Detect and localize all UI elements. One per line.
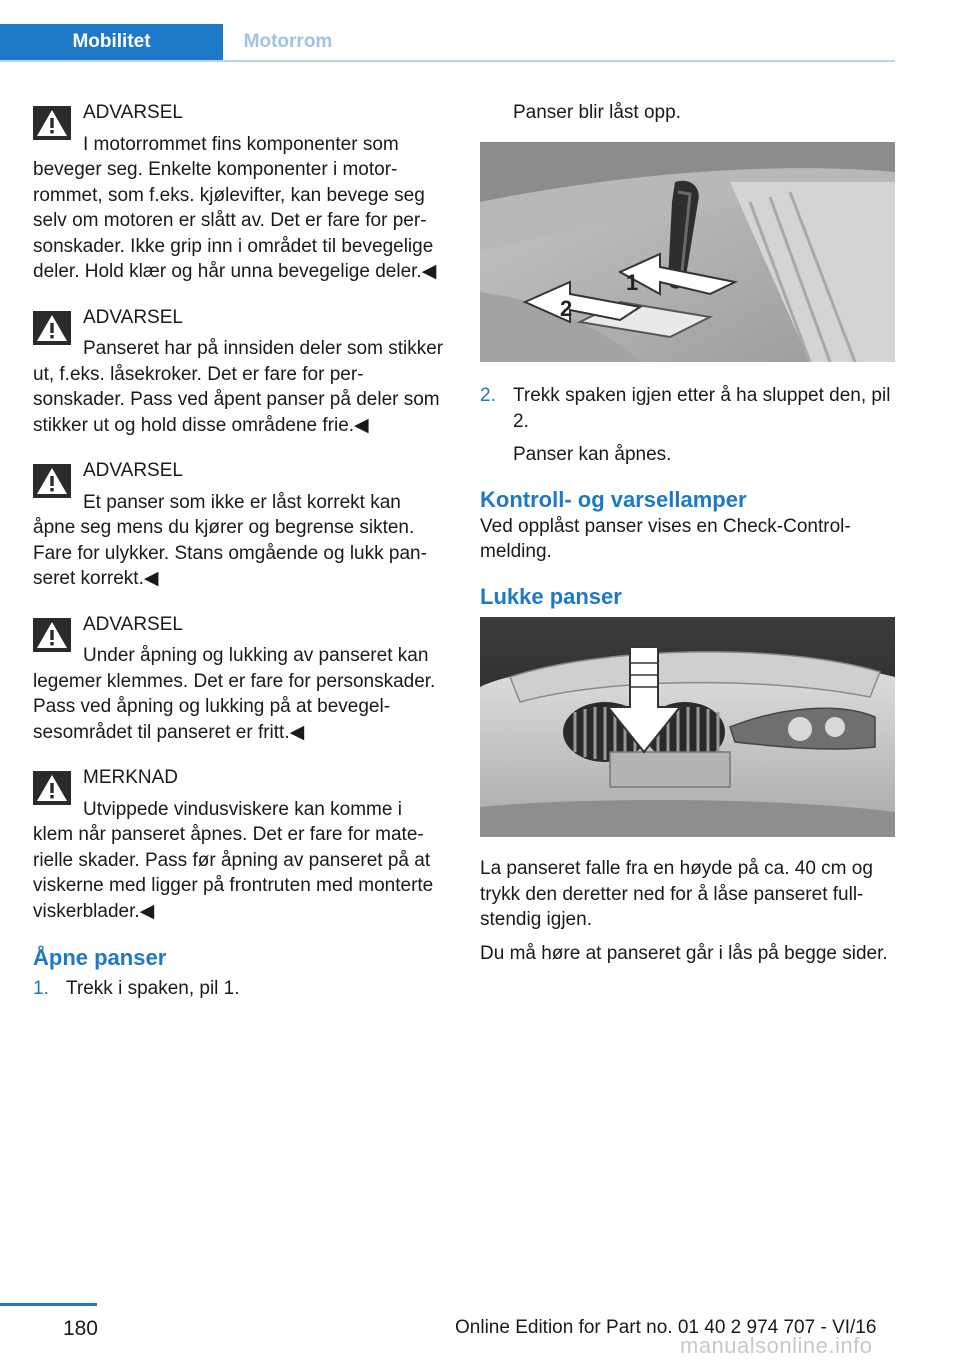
notice-text: Utvippede vindusviskere kan komme i klem når panseret åpnes. Det er fare for materielle skader. Pass før åpning av panseret på at viskerne med ligger på frontruten med monterte viskerblader.◀ (33, 798, 434, 922)
close-hood-text-1: La panseret falle fra en høyde på ca. 40 cm og trykk den deretter ned for å låse panseret fullstendig igjen. (480, 858, 873, 930)
watermark: manualsonline.info (680, 1333, 873, 1358)
warning-triangle-icon (33, 771, 71, 805)
footer-accent-line (0, 1303, 97, 1306)
step-2-result: Panser kan åpnes. (513, 444, 672, 465)
indicator-lamps-text: Ved opplåst panser vises en Check-Control-melding. (480, 515, 851, 562)
warnings-list (33, 100, 445, 924)
warning-text: Under åpning og lukking av panseret kan legemer klemmes. Det er fare for personskader. Pass ved åpning og lukking på at bevegelsesområdet til panseret er fritt.◀ (33, 645, 436, 743)
step-text: Trekk spaken igjen etter å ha sluppet den, pil 2. (513, 385, 891, 432)
notice-title: MERKNAD (83, 767, 179, 788)
warning-block (33, 305, 445, 439)
warning-triangle-icon (33, 311, 71, 345)
page-number: 180 (62, 1317, 98, 1340)
arrow-label-2: 2 (560, 295, 573, 321)
warning-text: Et panser som ikke er låst korrekt kan åpne seg mens du kjører og begrense sikten. Fare for ulykker. Stans omgående og lukk panseret korrekt.◀ (33, 491, 427, 589)
step-1-result: Panser blir låst opp. (513, 102, 681, 123)
step-text: Trekk i spaken, pil 1. (66, 978, 240, 999)
right-column (480, 100, 895, 966)
arrow-label-1: 1 (626, 269, 639, 295)
section-title-indicator-lamps: Kontroll- og varsellamper (480, 486, 747, 512)
warning-title: ADVARSEL (83, 613, 183, 635)
step-number: 1. (33, 978, 49, 999)
step-2 (480, 383, 895, 434)
warning-block (33, 458, 445, 592)
warning-triangle-icon (33, 106, 71, 140)
warning-block (33, 612, 445, 746)
notice-block (33, 765, 445, 924)
tab-motorrom[interactable]: Motorrom (243, 31, 333, 52)
tab-mobilitet[interactable]: Mobilitet (0, 24, 223, 60)
header-divider (0, 60, 895, 62)
close-hood-text-2: Du må høre at panseret går i lås på begge sider. (480, 942, 888, 964)
warning-title: ADVARSEL (83, 306, 183, 328)
header-tabs (0, 24, 895, 62)
section-title-open-hood: Åpne panser (33, 945, 167, 970)
warning-title: ADVARSEL (83, 102, 183, 123)
warning-triangle-icon (33, 618, 71, 652)
section-title-close-hood: Lukke panser (480, 583, 622, 609)
warning-text: Panseret har på innsiden deler som stikker ut, f.eks. låsekroker. Det er fare for personskader. Pass ved åpent panser på deler som stikker ut og hold disse områdene frie.◀ (33, 338, 444, 436)
close-hood-car-illustration (480, 617, 895, 837)
warning-title: ADVARSEL (83, 460, 183, 481)
warning-text: I motorrommet fins komponenter som beveger seg. Enkelte komponenter i motorrommet, som f.eks. kjølevifter, kan bevege seg selv om motoren er slått av. Det er fare for personskader. Ikke grip inn i området til bevegelige deler. Hold klær og hår unna bevegelige deler.◀ (33, 133, 437, 282)
hood-release-lever-illustration (480, 142, 895, 362)
step-number: 2. (480, 385, 496, 406)
warning-triangle-icon (33, 464, 71, 498)
edition-text: Online Edition for Part no. 01 40 2 974 707 - VI/16 (455, 1317, 877, 1338)
step-1 (33, 976, 445, 1002)
left-column (33, 100, 445, 1002)
warning-block (33, 100, 445, 285)
